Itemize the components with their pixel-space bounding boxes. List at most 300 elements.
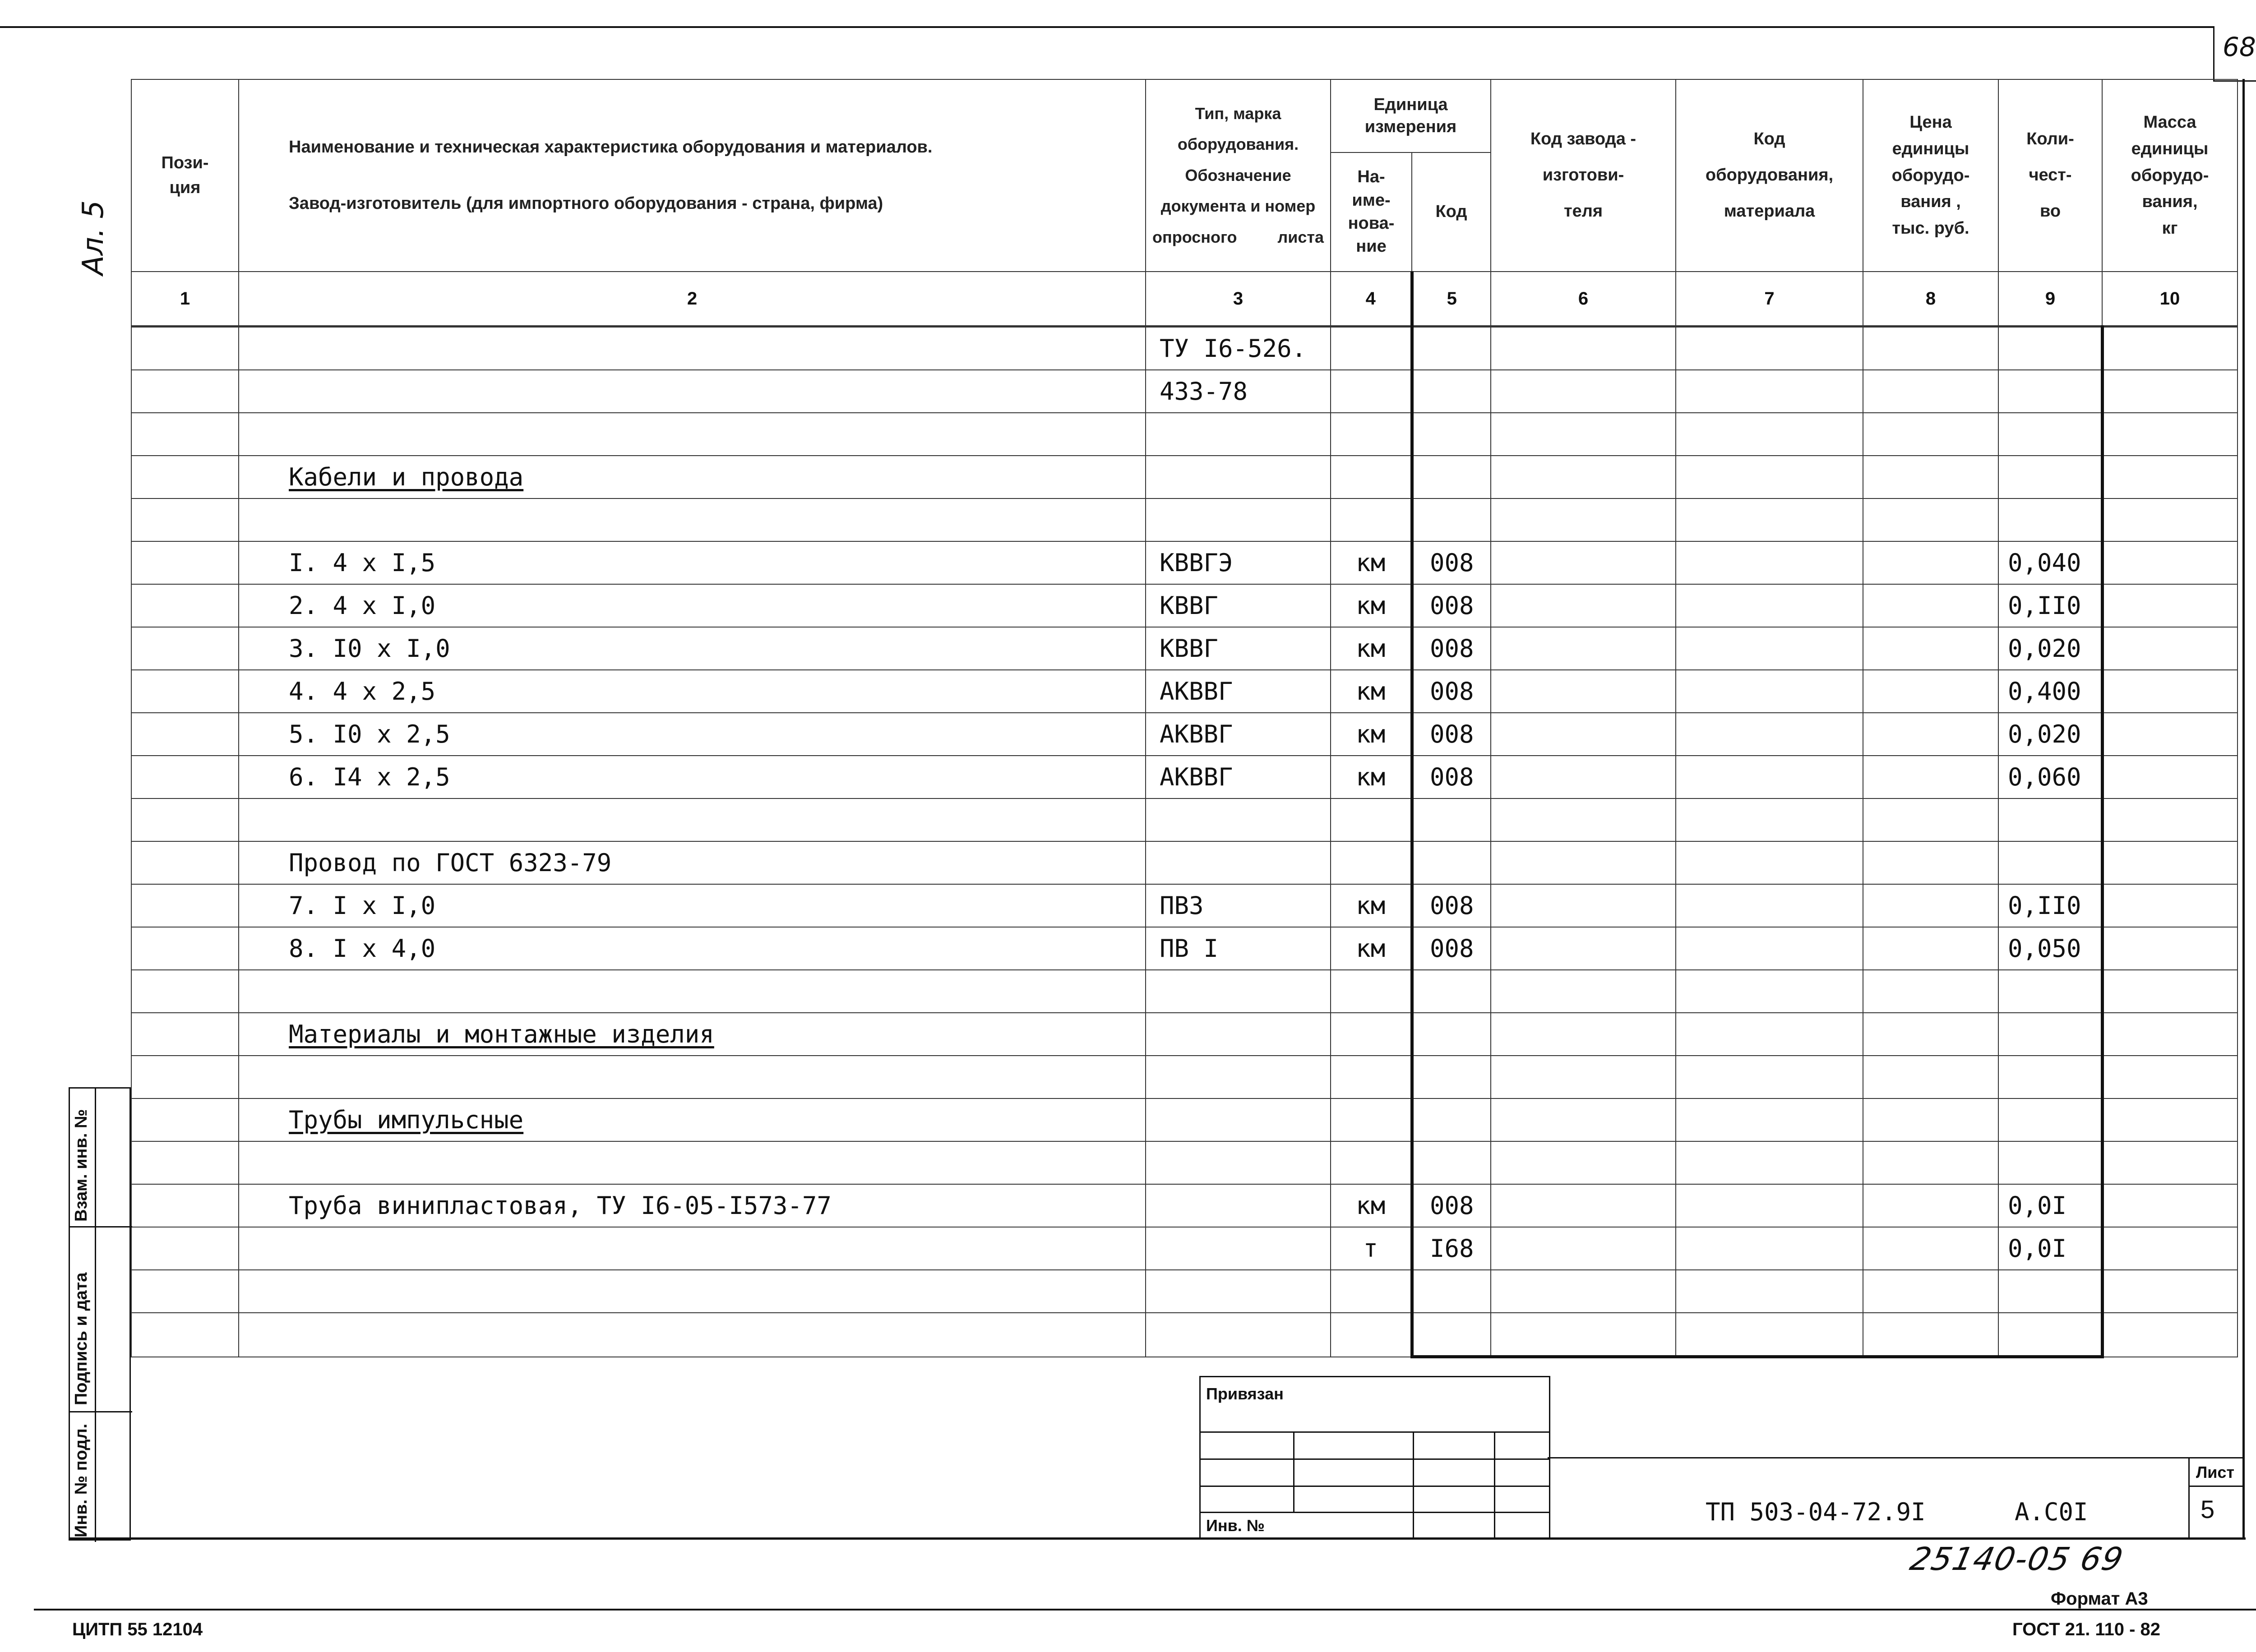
name-cell	[239, 1313, 1146, 1357]
position-cell	[131, 627, 239, 670]
mass-cell	[2102, 584, 2238, 627]
unit-code-cell-text: 008	[1429, 591, 1474, 620]
mass-cell	[2102, 456, 2238, 498]
quantity-cell-text: 0,020	[2008, 634, 2081, 663]
mass-cell	[2102, 884, 2238, 927]
mass-cell	[2102, 1013, 2238, 1056]
type-cell	[1146, 756, 1331, 798]
unit-code-cell-text: 008	[1429, 934, 1474, 963]
unit-code-cell	[1412, 627, 1491, 670]
quantity-cell-text: 0,II0	[2008, 891, 2081, 920]
unit-code-cell	[1412, 756, 1491, 798]
plant-code-cell	[1491, 841, 1676, 884]
position-cell	[131, 798, 239, 841]
quantity-cell-text: 0,0I	[2008, 1234, 2067, 1263]
mass-cell	[2102, 1184, 2238, 1227]
price-cell	[1863, 670, 1998, 713]
name-cell-text: Провод по ГОСТ 6323-79	[289, 849, 612, 877]
position-cell	[131, 413, 239, 456]
type-cell	[1146, 1013, 1331, 1056]
unit-name-cell-text: км	[1356, 934, 1386, 963]
unit-name-cell	[1331, 1098, 1412, 1141]
plant-code-cell	[1491, 884, 1676, 927]
unit-name-cell-text: км	[1356, 891, 1386, 920]
unit-name-cell	[1331, 1141, 1412, 1184]
mass-cell	[2102, 927, 2238, 970]
name-cell-text: I. 4 x I,5	[289, 549, 436, 577]
name-cell-text: 5. I0 x 2,5	[289, 720, 450, 748]
unit-name-cell-text: км	[1356, 763, 1386, 791]
position-cell	[131, 670, 239, 713]
equipment-code-cell	[1676, 713, 1863, 756]
corner-number-box	[2213, 26, 2256, 82]
quantity-cell	[1998, 627, 2102, 670]
type-cell	[1146, 584, 1331, 627]
price-cell	[1863, 370, 1998, 413]
type-cell	[1146, 541, 1331, 584]
sheet-number: 5	[2201, 1495, 2215, 1523]
equipment-code-cell	[1676, 927, 1863, 970]
quantity-cell	[1998, 1313, 2102, 1357]
type-cell	[1146, 798, 1331, 841]
quantity-cell	[1998, 327, 2102, 370]
drawing-bottom-line	[69, 1537, 2246, 1540]
unit-code-cell-text: 008	[1429, 549, 1474, 577]
position-cell	[131, 927, 239, 970]
quantity-cell	[1998, 1227, 2102, 1270]
unit-code-cell	[1412, 841, 1491, 884]
name-cell	[239, 1141, 1146, 1184]
name-cell	[239, 841, 1146, 884]
plant-code-cell	[1491, 756, 1676, 798]
plant-code-cell	[1491, 1313, 1676, 1357]
position-cell	[131, 1098, 239, 1141]
position-cell	[131, 541, 239, 584]
unit-code-cell	[1412, 327, 1491, 370]
header-position: Пози- ция	[131, 79, 239, 272]
header-equipment-code: Код оборудования, материала	[1676, 79, 1863, 272]
position-cell	[131, 713, 239, 756]
mass-cell	[2102, 498, 2238, 541]
table-row	[131, 798, 2238, 841]
header-unit-mass: Масса единицы оборудо- вания, кг	[2102, 79, 2238, 272]
mass-cell	[2102, 1227, 2238, 1270]
price-cell	[1863, 1098, 1998, 1141]
type-cell-text: ПВ3	[1160, 891, 1204, 920]
table-row	[131, 1270, 2238, 1313]
position-cell	[131, 1270, 239, 1313]
quantity-cell	[1998, 584, 2102, 627]
mass-cell	[2102, 370, 2238, 413]
table-row	[131, 670, 2238, 713]
plant-code-cell	[1491, 456, 1676, 498]
quantity-cell	[1998, 713, 2102, 756]
quantity-cell	[1998, 1184, 2102, 1227]
table-row	[131, 584, 2238, 627]
plant-code-cell	[1491, 498, 1676, 541]
quantity-cell	[1998, 670, 2102, 713]
unit-code-cell	[1412, 1270, 1491, 1313]
type-cell	[1146, 713, 1331, 756]
unit-code-cell	[1412, 884, 1491, 927]
mass-cell	[2102, 1313, 2238, 1357]
unit-name-cell	[1331, 841, 1412, 884]
quantity-cell	[1998, 498, 2102, 541]
header-unit-code: Код	[1412, 152, 1491, 272]
name-cell	[239, 1270, 1146, 1313]
unit-code-cell-text: 008	[1429, 891, 1474, 920]
unit-code-cell-text: I68	[1429, 1234, 1474, 1263]
table-row	[131, 1098, 2238, 1141]
mass-cell	[2102, 1056, 2238, 1098]
table-row	[131, 970, 2238, 1013]
equipment-code-cell	[1676, 498, 1863, 541]
table-row	[131, 1056, 2238, 1098]
price-cell	[1863, 498, 1998, 541]
equipment-code-cell	[1676, 1270, 1863, 1313]
unit-name-cell	[1331, 1313, 1412, 1357]
position-cell	[131, 756, 239, 798]
name-cell-text: Кабели и провода	[289, 463, 524, 491]
name-cell	[239, 498, 1146, 541]
price-cell	[1863, 1270, 1998, 1313]
plant-code-cell	[1491, 1184, 1676, 1227]
equipment-code-cell	[1676, 584, 1863, 627]
equipment-code-cell	[1676, 370, 1863, 413]
table-row	[131, 1184, 2238, 1227]
table-row	[131, 627, 2238, 670]
type-cell-text: ПВ I	[1160, 934, 1219, 963]
unit-name-cell	[1331, 413, 1412, 456]
unit-name-cell-text: км	[1356, 591, 1386, 620]
unit-code-cell	[1412, 713, 1491, 756]
unit-code-cell	[1412, 1098, 1491, 1141]
plant-code-cell	[1491, 1098, 1676, 1141]
quantity-cell	[1998, 970, 2102, 1013]
quantity-cell	[1998, 884, 2102, 927]
side-note: Ал. 5	[77, 200, 110, 275]
unit-name-cell	[1331, 456, 1412, 498]
equipment-code-cell	[1676, 1098, 1863, 1141]
quantity-cell-text: 0,040	[2008, 549, 2081, 577]
price-cell	[1863, 627, 1998, 670]
header-name	[239, 79, 1146, 272]
table-row	[131, 370, 2238, 413]
quantity-cell-text: 0,020	[2008, 720, 2081, 748]
header-name-line1: Наименование и техническая характеристика оборудования и материалов.	[289, 137, 933, 157]
unit-code-cell	[1412, 1227, 1491, 1270]
column-number-9: 9	[1998, 272, 2102, 327]
quantity-cell	[1998, 927, 2102, 970]
name-cell	[239, 713, 1146, 756]
unit-name-cell	[1331, 970, 1412, 1013]
sheet-code: А.С0I	[2015, 1498, 2088, 1526]
equipment-code-cell	[1676, 970, 1863, 1013]
name-cell-text: 6. I4 x 2,5	[289, 763, 450, 791]
quantity-cell-text: 0,050	[2008, 934, 2081, 963]
table-row	[131, 713, 2238, 756]
name-cell-text: 8. I x 4,0	[289, 934, 436, 963]
table-row	[131, 1013, 2238, 1056]
quantity-cell-text: 0,060	[2008, 763, 2081, 791]
unit-code-cell	[1412, 1013, 1491, 1056]
binding-stamp	[1199, 1376, 1550, 1539]
mass-cell	[2102, 1270, 2238, 1313]
unit-name-cell	[1331, 927, 1412, 970]
name-cell	[239, 884, 1146, 927]
plant-code-cell	[1491, 541, 1676, 584]
corner-number: 68	[2223, 32, 2256, 62]
plant-code-cell	[1491, 1013, 1676, 1056]
name-cell-text: 2. 4 x I,0	[289, 591, 436, 620]
position-cell	[131, 970, 239, 1013]
plant-code-cell	[1491, 370, 1676, 413]
type-cell-text: АКВВГ	[1160, 720, 1233, 748]
quantity-cell	[1998, 1098, 2102, 1141]
unit-name-cell	[1331, 1184, 1412, 1227]
footer-format: Формат А3	[2051, 1589, 2148, 1609]
plant-code-cell	[1491, 1141, 1676, 1184]
quantity-cell	[1998, 756, 2102, 798]
name-cell	[239, 970, 1146, 1013]
unit-name-cell-text: т	[1363, 1234, 1378, 1263]
type-cell	[1146, 841, 1331, 884]
type-cell	[1146, 1056, 1331, 1098]
unit-name-cell	[1331, 498, 1412, 541]
type-cell	[1146, 413, 1331, 456]
column-number-1: 1	[131, 272, 239, 327]
unit-name-cell	[1331, 584, 1412, 627]
equipment-code-cell	[1676, 413, 1863, 456]
unit-name-cell-text: км	[1356, 634, 1386, 663]
unit-name-cell	[1331, 327, 1412, 370]
type-cell-text: АКВВГ	[1160, 763, 1233, 791]
column-number-8: 8	[1863, 272, 1998, 327]
unit-code-cell	[1412, 1313, 1491, 1357]
plant-code-cell	[1491, 1227, 1676, 1270]
position-cell	[131, 498, 239, 541]
price-cell	[1863, 327, 1998, 370]
type-cell	[1146, 1184, 1331, 1227]
header-unit-group: Единица измерения	[1331, 79, 1491, 152]
footer-left-code: ЦИТП 55 12104	[72, 1620, 203, 1639]
name-cell-text: 3. I0 x I,0	[289, 634, 450, 663]
unit-code-cell	[1412, 456, 1491, 498]
unit-code-cell	[1412, 584, 1491, 627]
frame-bottom-line	[34, 1609, 2256, 1610]
side-label-original-inv: Инв. № подл.	[72, 1423, 91, 1537]
header-unit-name: На- име- нова- ние	[1331, 152, 1412, 272]
unit-code-cell-text: 008	[1429, 677, 1474, 706]
unit-name-cell	[1331, 1227, 1412, 1270]
header-name-line2: Завод-изготовитель (для импортного оборудования - страна, фирма)	[289, 194, 883, 213]
price-cell	[1863, 456, 1998, 498]
position-cell	[131, 1056, 239, 1098]
position-cell	[131, 1313, 239, 1357]
table-row	[131, 1313, 2238, 1357]
type-cell	[1146, 627, 1331, 670]
equipment-code-cell	[1676, 756, 1863, 798]
name-cell-text: 4. 4 x 2,5	[289, 677, 436, 706]
name-cell	[239, 670, 1146, 713]
position-cell	[131, 1013, 239, 1056]
price-cell	[1863, 413, 1998, 456]
table-row	[131, 756, 2238, 798]
price-cell	[1863, 841, 1998, 884]
type-cell	[1146, 970, 1331, 1013]
position-cell	[131, 884, 239, 927]
type-cell	[1146, 884, 1331, 927]
plant-code-cell	[1491, 670, 1676, 713]
equipment-code-cell	[1676, 541, 1863, 584]
type-cell-text: КВВГ	[1160, 591, 1219, 620]
equipment-code-cell	[1676, 884, 1863, 927]
type-cell	[1146, 370, 1331, 413]
name-cell-text: Материалы и монтажные изделия	[289, 1020, 714, 1048]
name-cell	[239, 1184, 1146, 1227]
footer-gost: ГОСТ 21. 110 - 82	[2012, 1620, 2160, 1639]
plant-code-cell	[1491, 798, 1676, 841]
quantity-cell	[1998, 370, 2102, 413]
price-cell	[1863, 1313, 1998, 1357]
quantity-cell	[1998, 541, 2102, 584]
handwritten-archive-number: 25140-05 69	[1907, 1541, 2127, 1578]
position-cell	[131, 841, 239, 884]
table-row	[131, 498, 2238, 541]
mass-cell	[2102, 970, 2238, 1013]
side-label-signature-date: Подпись и дата	[72, 1272, 91, 1405]
unit-name-cell	[1331, 1056, 1412, 1098]
unit-name-cell	[1331, 670, 1412, 713]
plant-code-cell	[1491, 327, 1676, 370]
unit-code-cell-text: 008	[1429, 763, 1474, 791]
unit-name-cell	[1331, 884, 1412, 927]
unit-name-cell-text: км	[1356, 1191, 1386, 1220]
mass-cell	[2102, 327, 2238, 370]
equipment-code-cell	[1676, 1013, 1863, 1056]
plant-code-cell	[1491, 627, 1676, 670]
name-cell-text: Труба винипластовая, ТУ I6-05-I573-77	[289, 1191, 832, 1220]
equipment-code-cell	[1676, 1313, 1863, 1357]
type-cell	[1146, 1270, 1331, 1313]
unit-code-cell	[1412, 1184, 1491, 1227]
unit-code-cell-text: 008	[1429, 1191, 1474, 1220]
quantity-cell	[1998, 456, 2102, 498]
plant-code-cell	[1491, 413, 1676, 456]
equipment-code-cell	[1676, 327, 1863, 370]
name-cell	[239, 1227, 1146, 1270]
sheet-box	[2188, 1457, 2244, 1539]
price-cell	[1863, 713, 1998, 756]
header-unit-price: Цена единицы оборудо- вания , тыс. руб.	[1863, 79, 1998, 272]
quantity-cell	[1998, 1056, 2102, 1098]
type-cell	[1146, 1313, 1331, 1357]
inventory-label: Инв. №	[1206, 1516, 1265, 1535]
table-row	[131, 413, 2238, 456]
type-cell	[1146, 1227, 1331, 1270]
unit-name-cell	[1331, 1013, 1412, 1056]
header-quantity: Коли- чест- во	[1998, 79, 2102, 272]
price-cell	[1863, 1013, 1998, 1056]
table-row	[131, 456, 2238, 498]
mass-cell	[2102, 713, 2238, 756]
unit-code-cell	[1412, 798, 1491, 841]
price-cell	[1863, 584, 1998, 627]
unit-code-cell-text: 008	[1429, 634, 1474, 663]
plant-code-cell	[1491, 1270, 1676, 1313]
name-cell	[239, 1098, 1146, 1141]
unit-code-cell	[1412, 1056, 1491, 1098]
mass-cell	[2102, 1141, 2238, 1184]
frame-top-line	[0, 26, 2213, 28]
price-cell	[1863, 756, 1998, 798]
mass-cell	[2102, 841, 2238, 884]
plant-code-cell	[1491, 584, 1676, 627]
table-row	[131, 884, 2238, 927]
name-cell	[239, 456, 1146, 498]
unit-code-cell	[1412, 541, 1491, 584]
unit-code-cell	[1412, 498, 1491, 541]
equipment-code-cell	[1676, 1184, 1863, 1227]
price-cell	[1863, 970, 1998, 1013]
unit-code-cell	[1412, 970, 1491, 1013]
equipment-code-cell	[1676, 1227, 1863, 1270]
type-cell	[1146, 670, 1331, 713]
name-cell	[239, 1013, 1146, 1056]
side-strip	[69, 1087, 131, 1541]
quantity-cell	[1998, 1013, 2102, 1056]
quantity-cell	[1998, 798, 2102, 841]
unit-name-cell-text: км	[1356, 720, 1386, 748]
unit-code-cell	[1412, 670, 1491, 713]
quantity-cell-text: 0,0I	[2008, 1191, 2067, 1220]
unit-name-cell	[1331, 370, 1412, 413]
table-row	[131, 927, 2238, 970]
name-cell	[239, 1056, 1146, 1098]
specification-table	[131, 79, 2238, 1358]
equipment-code-cell	[1676, 798, 1863, 841]
position-cell	[131, 456, 239, 498]
mass-cell	[2102, 627, 2238, 670]
bound-label: Привязан	[1206, 1384, 1284, 1403]
type-cell-text: 433-78	[1160, 377, 1248, 406]
unit-code-cell-text: 008	[1429, 720, 1474, 748]
column-number-4: 4	[1331, 272, 1412, 327]
name-cell	[239, 927, 1146, 970]
table-row	[131, 1141, 2238, 1184]
position-cell	[131, 327, 239, 370]
position-cell	[131, 370, 239, 413]
unit-name-cell	[1331, 1270, 1412, 1313]
mass-cell	[2102, 541, 2238, 584]
title-block-line	[1548, 1457, 2242, 1458]
unit-code-cell	[1412, 927, 1491, 970]
unit-name-cell	[1331, 627, 1412, 670]
plant-code-cell	[1491, 970, 1676, 1013]
sheet-label: Лист	[2196, 1463, 2235, 1481]
equipment-code-cell	[1676, 456, 1863, 498]
quantity-cell	[1998, 413, 2102, 456]
header-plant-code: Код завода - изготови- теля	[1491, 79, 1676, 272]
unit-name-cell	[1331, 713, 1412, 756]
price-cell	[1863, 798, 1998, 841]
column-number-10: 10	[2102, 272, 2238, 327]
mass-cell	[2102, 670, 2238, 713]
type-cell	[1146, 456, 1331, 498]
name-cell	[239, 756, 1146, 798]
mass-cell	[2102, 413, 2238, 456]
price-cell	[1863, 1227, 1998, 1270]
